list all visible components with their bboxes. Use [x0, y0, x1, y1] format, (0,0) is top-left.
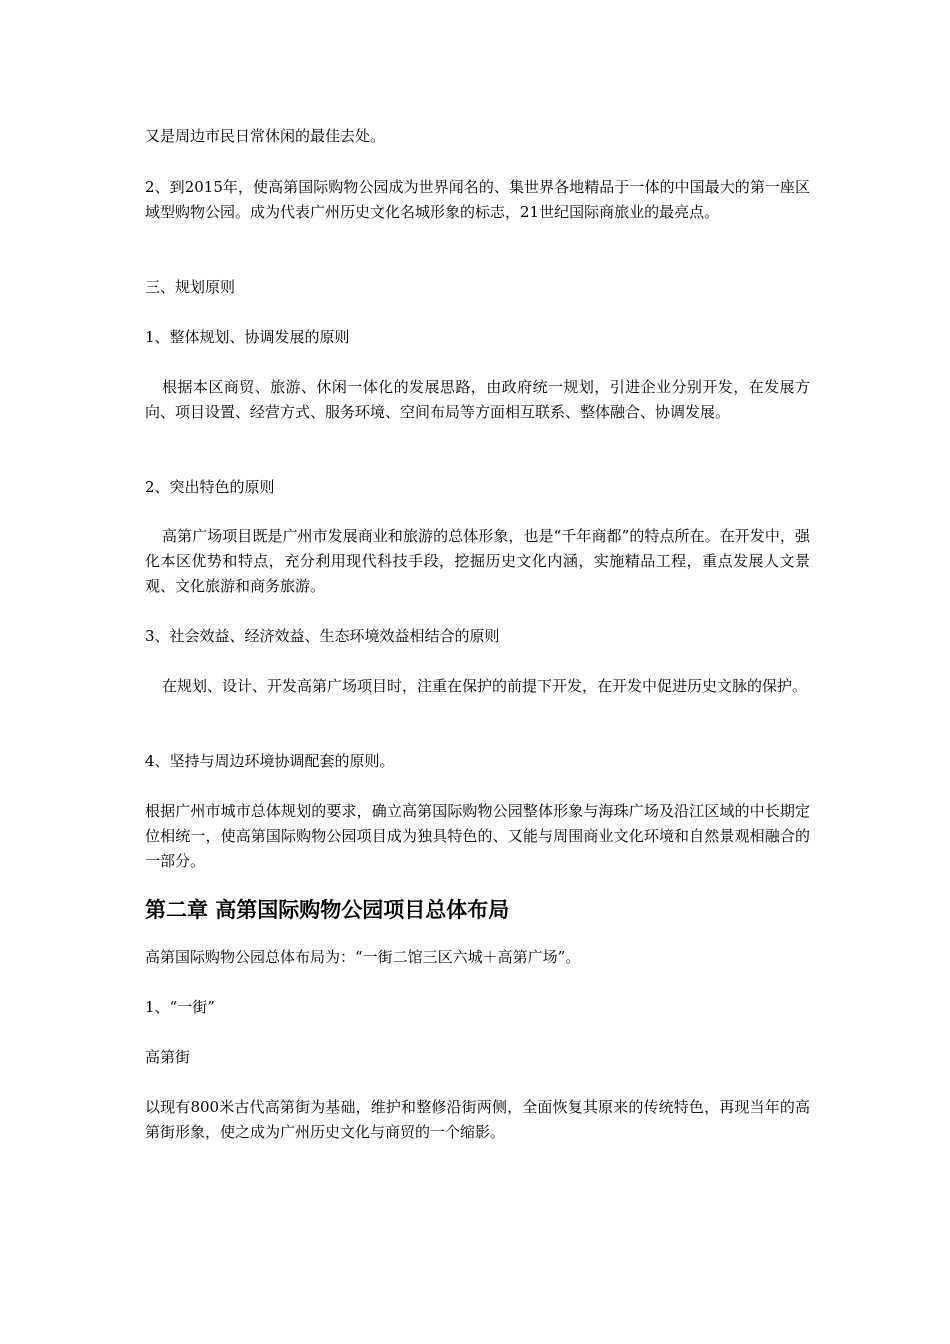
principle-3-body: 在规划、设计、开发高第广场项目时，注重在保护的前提下开发，在开发中促进历史文脉的保护。: [162, 677, 808, 695]
principle-4-title: 4、坚持与周边环境协调配套的原则。: [145, 752, 395, 770]
principle-1-body: 根据本区商贸、旅游、休闲一体化的发展思路，由政府统一规划，引进企业分别开发，在发展方向、项目设置、经营方式、服务环境、空间布局等方面相互联系、整体融合、协调发展。: [145, 378, 810, 421]
paragraph-leisure: 又是周边市民日常休闲的最佳去处。: [145, 127, 386, 145]
paragraph-goal-2015: 2、到2015年，使高第国际购物公园成为世界闻名的、集世界各地精品于一体的中国最大的第一座区域型购物公园。成为代表广州历史文化名城形象的标志，21世纪国际商旅业的最亮点。: [145, 178, 810, 221]
principle-2-title: 2、突出特色的原则: [145, 478, 275, 496]
layout-summary: 高第国际购物公园总体布局为：“一街二馆三区六城＋高第广场”。: [145, 948, 581, 966]
principle-4-body: 根据广州市城市总体规划的要求，确立高第国际购物公园整体形象与海珠广场及沿江区域的中长期定位相统一，使高第国际购物公园项目成为独具特色的、又能与周围商业文化环境和自然景观相融合的一部分。: [145, 802, 810, 870]
principle-1-title: 1、整体规划、协调发展的原则: [145, 328, 350, 346]
section-title-planning-principles: 三、规划原则: [145, 278, 236, 296]
street-name: 高第街: [145, 1048, 191, 1066]
chapter-heading: 第二章 高第国际购物公园项目总体布局: [145, 898, 510, 922]
street-description: 以现有800米古代高第街为基础，维护和整修沿街两侧，全面恢复其原来的传统特色，再现当年的高第街形象，使之成为广州历史文化与商贸的一个缩影。: [145, 1098, 810, 1141]
layout-item-1-title: 1、“一街”: [145, 998, 215, 1016]
principle-3-title: 3、社会效益、经济效益、生态环境效益相结合的原则: [145, 627, 500, 645]
principle-2-body: 高第广场项目既是广州市发展商业和旅游的总体形象，也是“千年商都”的特点所在。在开发中，强化本区优势和特点，充分利用现代科技手段，挖掘历史文化内涵，实施精品工程，重点发展人文景观、文化旅游和商务旅游。: [145, 527, 810, 595]
